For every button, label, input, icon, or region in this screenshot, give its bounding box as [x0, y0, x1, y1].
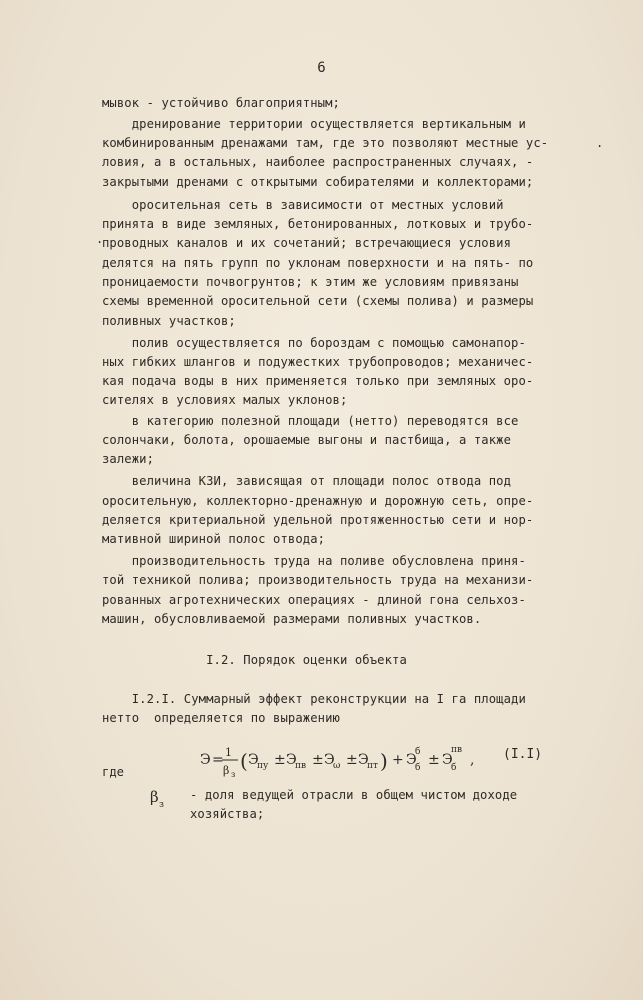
text-line: полив осуществляется по бороздам с помощью самонапор-: [102, 336, 526, 350]
speck-mark: .: [96, 232, 104, 246]
text-line: ловия, а в остальных, наиболее распространенных случаях, -: [102, 155, 534, 169]
text-line: сителях в условиях малых уклонов;: [102, 393, 348, 407]
text-line: оросительную, коллекторно-дренажную и дорожную сеть, опре-: [102, 494, 534, 508]
text-line: закрытыми дренами с открытыми собирателями и коллекторами;: [102, 175, 534, 189]
formula-sub: пв: [295, 761, 307, 771]
formula-sub: пт: [367, 761, 378, 771]
text-line: залежи;: [102, 452, 155, 466]
formula-op: +: [392, 752, 404, 768]
formula-sub: б: [451, 763, 457, 773]
text-line: схемы временной оросительной сети (схемы полива) и размеры: [102, 294, 534, 308]
formula-term: Э: [286, 752, 297, 768]
text-line: производительность труда на поливе обусловлена приня-: [102, 554, 526, 568]
formula-term: Э: [442, 752, 453, 768]
formula-sub: пу: [257, 761, 269, 771]
text-line: оросительная сеть в зависимости от местных условий: [102, 198, 504, 212]
formula-op: ±: [346, 752, 358, 768]
text-line: проводных каналов и их сочетаний; встречающиеся условия: [102, 236, 512, 250]
definition-symbol: [148, 786, 168, 810]
formula-term: Э: [406, 752, 417, 768]
formula-term: Э: [324, 752, 335, 768]
text-line: I.2.I. Суммарный эффект реконструкции на I га площади: [102, 692, 526, 706]
speck-mark: .: [596, 136, 604, 150]
text-line: поливных участков;: [102, 314, 236, 328]
text-line: дренирование территории осуществляется вертикальным и: [102, 117, 526, 131]
text-line: солончаки, болота, орошаемые выгоны и пастбища, а также: [102, 433, 512, 447]
formula-sub: ω: [333, 761, 341, 771]
paren-open: (: [240, 749, 248, 773]
text-line: в категорию полезной площади (нетто) переводятся все: [102, 414, 519, 428]
text-line: величина КЗИ, зависящая от площади полос отвода под: [102, 474, 512, 488]
formula-eq: =: [212, 752, 224, 768]
formula-sup: б: [415, 747, 421, 757]
text-line: комбинированным дренажами там, где это позволяют местные ус-: [102, 136, 549, 150]
definition-text: - доля ведущей отрасли в общем чистом доходе: [190, 788, 518, 802]
formula-term: Э: [248, 752, 259, 768]
text-line: принята в виде земляных, бетонированных, лотковых и трубо-: [102, 217, 534, 231]
where-label: где: [102, 765, 125, 779]
text-line: кая подача воды в них применяется только при земляных оро-: [102, 374, 534, 388]
formula-sub: б: [415, 763, 421, 773]
beta-sub: з: [159, 800, 164, 810]
page-number: 6: [317, 60, 326, 76]
beta-symbol: β: [150, 788, 159, 806]
formula-op: ±: [274, 752, 286, 768]
formula-lhs: Э: [200, 752, 211, 768]
formula-frac-den: β: [223, 764, 230, 777]
text-line: той техникой полива; производительность труда на механизи-: [102, 573, 534, 587]
text-line: ных гибких шлангов и подужестких трубопроводов; механичес-: [102, 355, 534, 369]
definition-text: хозяйства;: [190, 807, 265, 821]
formula-op: ±: [312, 752, 324, 768]
text-line: мативной шириной полос отвода;: [102, 532, 326, 546]
text-line: мывок - устойчиво благоприятным;: [102, 96, 340, 110]
formula-comma: ,: [470, 752, 475, 768]
text-line: нетто определяется по выражению: [102, 711, 340, 725]
text-line: машин, обусловливаемой размерами поливных участков.: [102, 612, 482, 626]
paren-close: ): [380, 749, 388, 773]
formula-number: (I.I): [503, 747, 543, 762]
section-heading: I.2. Порядок оценки объекта: [102, 653, 407, 667]
text-line: рованных агротехнических операциях - длиной гона сельхоз-: [102, 593, 526, 607]
formula-frac-num: 1: [225, 746, 232, 759]
text-line: деляется критериальной удельной протяженностью сети и нор-: [102, 513, 534, 527]
formula-frac-den-sub: з: [231, 770, 236, 779]
formula: [200, 742, 620, 782]
text-line: проницаемости почвогрунтов; к этим же условиям привязаны: [102, 275, 519, 289]
text-line: делятся на пять групп по уклонам поверхности и на пять- по: [102, 256, 534, 270]
formula-sup: пв: [451, 745, 463, 755]
formula-op: ±: [428, 752, 440, 768]
formula-term: Э: [358, 752, 369, 768]
